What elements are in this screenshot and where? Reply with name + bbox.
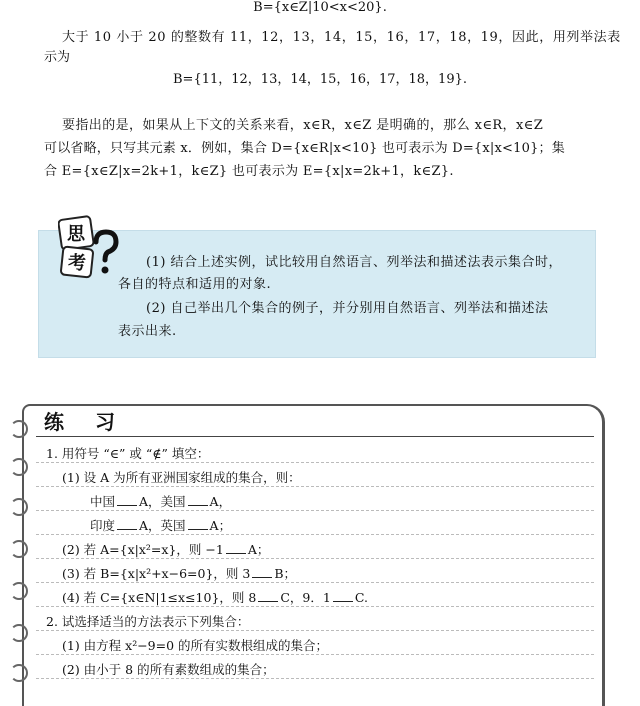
p1-formula: B={11，12，13，14，15，16，17，18，19}.: [173, 72, 467, 87]
binder-ring: [10, 540, 28, 558]
answer-blank[interactable]: [188, 519, 208, 530]
binder-ring: [10, 458, 28, 476]
q1-4: [62, 588, 368, 606]
answer-blank[interactable]: [252, 567, 272, 578]
answer-blank[interactable]: [226, 543, 246, 554]
ruled-line: [36, 558, 594, 559]
answer-blank[interactable]: [333, 591, 353, 602]
ruled-line: [36, 486, 594, 487]
ruled-line: [36, 534, 594, 535]
q1-1: (1) 设 A 为所有亚洲国家组成的集合，则：: [62, 470, 301, 485]
binder-ring: [10, 498, 28, 516]
q1-1b: [90, 516, 231, 534]
exercise-title: 练 习: [44, 410, 127, 434]
answer-blank[interactable]: [117, 519, 137, 530]
q1-2: [62, 540, 269, 558]
answer-blank[interactable]: [117, 495, 137, 506]
p2-line1: 要指出的是，如果从上下文的关系来看，x∈R，x∈Z 是明确的，那么 x∈R，x∈Z: [62, 118, 544, 133]
q1-1b-text3: A；: [209, 518, 232, 533]
p1-line2: 示为: [44, 50, 71, 65]
q1-4-text3: C.: [354, 590, 368, 605]
ruled-line: [36, 510, 594, 511]
answer-blank[interactable]: [188, 495, 208, 506]
think-char2: 考: [68, 253, 86, 274]
q1-1a: [90, 492, 231, 510]
q1-3-text1: (3) 若 B={x|x²+x−6=0}，则 3: [62, 566, 251, 581]
top-formula: B={x∈Z|10<x<20}.: [253, 0, 387, 15]
binder-ring: [10, 582, 28, 600]
exercise-title-rule: [36, 436, 594, 437]
q2-heading: 2. 试选择适当的方法表示下列集合：: [46, 614, 250, 629]
binder-ring: [10, 664, 28, 682]
think-char1: 思: [67, 224, 85, 245]
q1-3: [62, 564, 296, 582]
p1-line1: 大于 10 小于 20 的整数有 11，12，13，14，15，16，17，18，19，因此，用列举法表: [62, 30, 621, 45]
q1-4-text2: C，9．1: [280, 590, 331, 605]
think-q1-line2: 各自的特点和适用的对象.: [118, 277, 272, 292]
think-q1-line1: (1) 结合上述实例，试比较用自然语言、列举法和描述法表示集合时，: [146, 255, 563, 270]
q1-1b-text1: 印度: [90, 518, 116, 533]
think-q2-line1: (2) 自己举出几个集合的例子，并分别用自然语言、列举法和描述法: [146, 301, 549, 316]
ruled-line: [36, 654, 594, 655]
q1-heading: 1. 用符号 “∈” 或 “∉” 填空：: [46, 446, 210, 461]
q1-1a-text1: 中国: [90, 494, 116, 509]
ruled-line: [36, 678, 594, 679]
ruled-line: [36, 462, 594, 463]
q1-2-text1: (2) 若 A={x|x²=x}，则 −1: [62, 542, 224, 557]
ruled-line: [36, 606, 594, 607]
q1-4-text1: (4) 若 C={x∈N|1≤x≤10}，则 8: [62, 590, 257, 605]
binder-ring: [10, 624, 28, 642]
q1-1a-text2: A，美国: [139, 494, 186, 509]
ruled-line: [36, 630, 594, 631]
q1-1b-text2: A，英国: [139, 518, 186, 533]
q2-1: (1) 由方程 x²−9=0 的所有实数根组成的集合；: [62, 638, 329, 653]
q1-1a-text3: A，: [209, 494, 232, 509]
answer-blank[interactable]: [258, 591, 278, 602]
think-q2-line2: 表示出来.: [118, 324, 177, 339]
q1-2-text2: A；: [247, 542, 270, 557]
p2-line2: 可以省略，只写其元素 x．例如，集合 D={x∈R|x<10} 也可表示为 D={x|x<10}；集: [44, 141, 565, 156]
q1-3-text2: B；: [274, 566, 297, 581]
ruled-line: [36, 582, 594, 583]
think-icon: [58, 212, 120, 282]
p2-line3: 合 E={x∈Z|x=2k+1，k∈Z} 也可表示为 E={x|x=2k+1，k∈Z}.: [44, 164, 454, 179]
binder-ring: [10, 420, 28, 438]
q2-2: (2) 由小于 8 的所有素数组成的集合；: [62, 662, 275, 677]
